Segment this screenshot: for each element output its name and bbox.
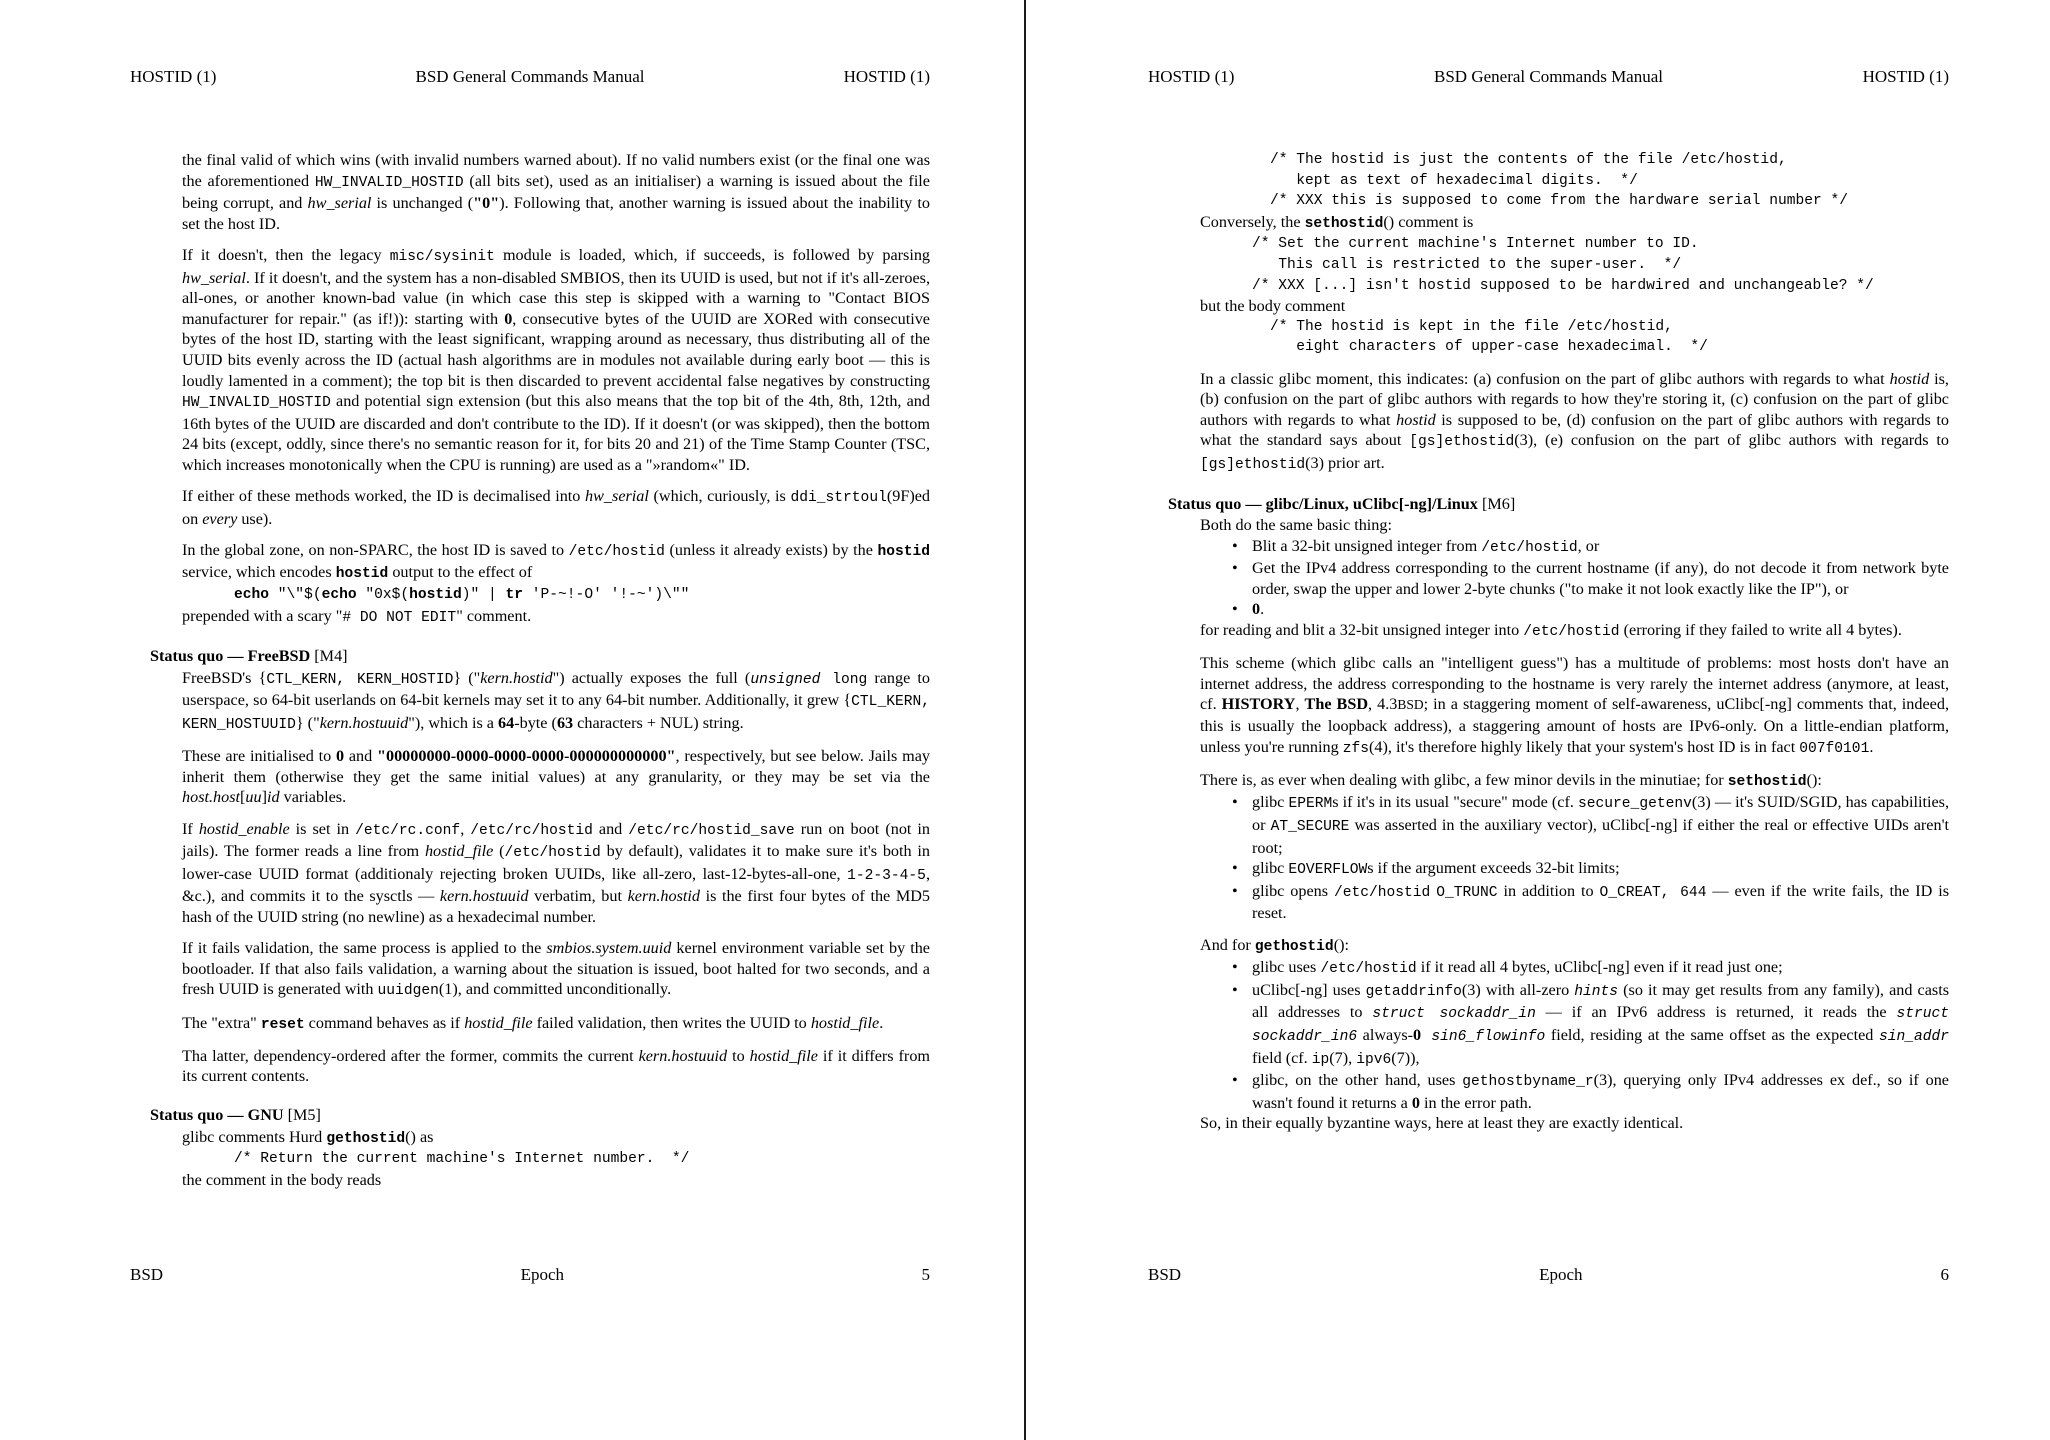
- paragraph: glibc comments Hurd gethostid() as: [182, 1127, 434, 1147]
- header-left: HOSTID (1): [1148, 67, 1235, 86]
- footer-center: Epoch: [520, 1265, 564, 1284]
- paragraph: the final valid of which wins (with invalid numbers warned about). If no valid numbers exist (or the final one was the aforementioned HW_INVALID_HOSTID (all bits set), used as an initialiser) a warning is issued about the file being corrupt, and hw_serial is unchanged ("0"). Following that, another warning is issued about the inability to set the host ID.: [182, 151, 931, 233]
- echo-command: echo "\"$(echo "0x$(hostid)" | tr 'P-~!-O' '!-~')\"": [234, 587, 690, 604]
- running-footer: [1148, 1265, 1949, 1285]
- code-comment: /* Set the current machine's Internet number to ID. This call is restricted to the super-user. */ /* XXX [...] isn't hostid supposed to be hardwired and unchangeable? */: [1252, 236, 1874, 294]
- paragraph: FreeBSD's {CTL_KERN, KERN_HOSTID} ("kern.hostid") actually exposes the full (unsigned long range to userspace, so 64-bit userlands on 64-bit kernels may set it to any 64-bit number. Additionally, it grew {CTL_KERN, KERN_HOSTUUID} ("kern.hostuuid"), which is a 64-byte (63 characters + NUL) string.: [182, 668, 930, 734]
- header-right: HOSTID (1): [843, 67, 930, 86]
- paragraph: These are initialised to 0 and "00000000-0000-0000-0000-000000000000", respectively, but see below. Jails may inherit them (otherwise they get the same initial values) at any granularity, or they may be set via the host.host[uu]id variables.: [182, 747, 930, 807]
- page-5: [0, 0, 1024, 1440]
- list-item: • Blit a 32-bit unsigned integer from /etc/hostid, or: [1252, 536, 1949, 559]
- page-number: 6: [1940, 1265, 1949, 1284]
- code-comment: /* Return the current machine's Internet number. */: [234, 1151, 690, 1168]
- paragraph: This scheme (which glibc calls an "intelligent guess") has a multitude of problems: most hosts don't have an internet address, the address corresponding to the hostname is very rarely the internet address (anymore, at least, cf. HISTORY, The BSD, 4.3BSD; in a staggering moment of self-awareness, uClibc[-ng] comments that, indeed, this is usually the loopback address), a staggering amount of hosts are IPv6-only. On a little-endian platform, unless you're running zfs(4), it's therefore highly likely that your system's host ID is in fact 007f0101.: [1200, 654, 1950, 757]
- header-left: HOSTID (1): [130, 67, 217, 86]
- list-item: • glibc EPERMs if it's in its usual "secure" mode (cf. secure_getenv(3) — it's SUID/SGID, has capabilities, or AT_SECURE was asserted in the auxiliary vector), uClibc[-ng] if either the real or effective UIDs aren't root;: [1252, 792, 1949, 858]
- list-item: • glibc EOVERFLOWs if the argument exceeds 32-bit limits;: [1252, 858, 1949, 881]
- paragraph: for reading and blit a 32-bit unsigned integer into /etc/hostid (erroring if they failed to write all 4 bytes).: [1200, 621, 1902, 641]
- bullet-list: [1252, 957, 1949, 1113]
- header-center: BSD General Commands Manual: [1434, 67, 1663, 86]
- page-body: [150, 150, 930, 1190]
- paragraph: There is, as ever when dealing with glibc, a few minor devils in the minutiae; for sethostid():: [1200, 770, 1822, 790]
- paragraph: Conversely, the sethostid() comment is: [1200, 212, 1474, 232]
- page-6: [1026, 0, 2050, 1440]
- paragraph: If hostid_enable is set in /etc/rc.conf, /etc/rc/hostid and /etc/rc/hostid_save run on boot (not in jails). The former reads a line from hostid_file (/etc/hostid by default), validates it to make sure it's both in lower-case UUID format (additionaly rejecting broken UUIDs, like all-zero, last-12-bytes-all-one, 1-2-3-4-5, &c.), and commits it to the sysctls — kern.hostuuid verbatim, but kern.hostid is the first four bytes of the MD5 hash of the UUID string (no newline) as a hexadecimal number.: [182, 819, 931, 926]
- paragraph: The "extra" reset command behaves as if hostid_file failed validation, then writes the UUID to hostid_file.: [182, 1013, 884, 1033]
- paragraph: So, in their equally byzantine ways, here at least they are exactly identical.: [1200, 1114, 1684, 1133]
- page-body: [1168, 150, 1949, 1134]
- footer-left: BSD: [1148, 1265, 1182, 1284]
- header-right: HOSTID (1): [1862, 67, 1949, 86]
- list-item: • glibc uses /etc/hostid if it read all 4 bytes, uClibc[-ng] even if it read just one;: [1252, 957, 1949, 980]
- header-center: BSD General Commands Manual: [415, 67, 645, 86]
- code-comment: /* The hostid is just the contents of the file /etc/hostid, kept as text of hexadecimal digits. */ /* XXX this is supposed to come from the hardware serial number */: [1270, 152, 1849, 210]
- running-footer: [130, 1265, 930, 1285]
- list-item: • glibc, on the other hand, uses gethostbyname_r(3), querying only IPv4 addresses ex def., so if one wasn't found it returns a 0 in the error path.: [1252, 1070, 1949, 1113]
- paragraph: If either of these methods worked, the ID is decimalised into hw_serial (which, curiously, is ddi_strtoul(9F)ed on every use).: [182, 487, 930, 528]
- paragraph: Tha latter, dependency-ordered after the former, commits the current kern.hostuuid to hostid_file if it differs from its current contents.: [182, 1046, 931, 1086]
- paragraph: In the global zone, on non-SPARC, the host ID is saved to /etc/hostid (unless it already exists) by the hostid service, which encodes hostid output to the effect of: [182, 540, 930, 583]
- paragraph: If it doesn't, then the legacy misc/sysinit module is loaded, which, if succeeds, is followed by parsing hw_serial. If it doesn't, and the system has a non-disabled SMBIOS, then its UUID is used, but not if it's all-zeroes, all-ones, or another known-bad value (in which case this step is skipped with a warning to "Contact BIOS manufacturer for repair." (as if!)): starting with 0, consecutive bytes of the UUID are XORed with consecutive bytes of the host ID, starting with the least significant, wrapping around as necessary, thus distributing all of the UUID bits evenly across the ID (actual hash algorithms are in modules not available during early boot — this is loudly lamented in a comment); the top bit is then discarded to prevent accidental false negatives by constructing HW_INVALID_HOSTID and potential sign extension (but this also means that the top bit of the 4th, 8th, 12th, and 16th bytes of the UUID are discarded and don't contribute to the ID). If it doesn't (or was skipped), then the bottom 24 bits (except, oddly, since there's no semantic reason for it, for bits 20 and 21) of the Time Stamp Counter (TSC, which increases monotonically when the CPU is running) are used as a "»random«" ID.: [182, 245, 931, 474]
- section-heading-glibc: Status quo — glibc/Linux, uClibc[-ng]/Linux [M6]: [1168, 494, 1516, 513]
- list-item: • glibc opens /etc/hostid O_TRUNC in addition to O_CREAT, 644 — even if the write fails, the ID is reset.: [1252, 881, 1949, 924]
- list-item: • 0.: [1252, 599, 1949, 620]
- page-number: 5: [921, 1265, 930, 1284]
- footer-center: Epoch: [1539, 1265, 1583, 1284]
- paragraph: In a classic glibc moment, this indicates: (a) confusion on the part of glibc authors with regards to what hostid is, (b) confusion on the part of glibc authors with regards to how they're storing it, (c) confusion on the part of glibc authors with regards to what hostid is supposed to be, (d) confusion on the part of glibc authors with regards to what the standard says about [gs]ethostid(3), (e) confusion on the part of glibc authors with regards to [gs]ethostid(3) prior art.: [1200, 369, 1950, 473]
- section-heading-gnu: Status quo — GNU [M5]: [150, 1105, 321, 1124]
- list-item: • Get the IPv4 address corresponding to the current hostname (if any), do not decode it from network byte order, swap the upper and lower 2-byte chunks ("to make it not look exactly like the IP"), or: [1252, 558, 1949, 599]
- footer-left: BSD: [130, 1265, 164, 1284]
- code-comment: /* The hostid is kept in the file /etc/hostid, eight characters of upper-case hexadecimal. */: [1270, 318, 1708, 356]
- running-header: [1148, 67, 1949, 87]
- running-header: [130, 67, 930, 87]
- paragraph: prepended with a scary "# DO NOT EDIT" comment.: [182, 606, 532, 626]
- section-heading-freebsd: Status quo — FreeBSD [M4]: [150, 647, 348, 666]
- paragraph: but the body comment: [1200, 297, 1346, 316]
- paragraph: And for gethostid():: [1200, 935, 1349, 955]
- paragraph: Both do the same basic thing:: [1200, 516, 1392, 535]
- bullet-list: [1252, 536, 1949, 620]
- bullet-list: [1252, 792, 1949, 924]
- paragraph: If it fails validation, the same process is applied to the smbios.system.uuid kernel environment variable set by the bootloader. If that also fails validation, a warning about the situation is issued, boot halted for two seconds, and a fresh UUID is generated with uuidgen(1), and committed unconditionally.: [182, 939, 930, 1000]
- list-item: • uClibc[-ng] uses getaddrinfo(3) with all-zero hints (so it may get results from any family), and casts all addresses to struct sockaddr_in — if an IPv6 address is returned, it reads the struct sockaddr_in6 always-0 sin6_flowinfo field, residing at the same offset as the expected sin_addr field (cf. ip(7), ipv6(7)),: [1252, 980, 1949, 1070]
- paragraph: the comment in the body reads: [182, 1170, 382, 1189]
